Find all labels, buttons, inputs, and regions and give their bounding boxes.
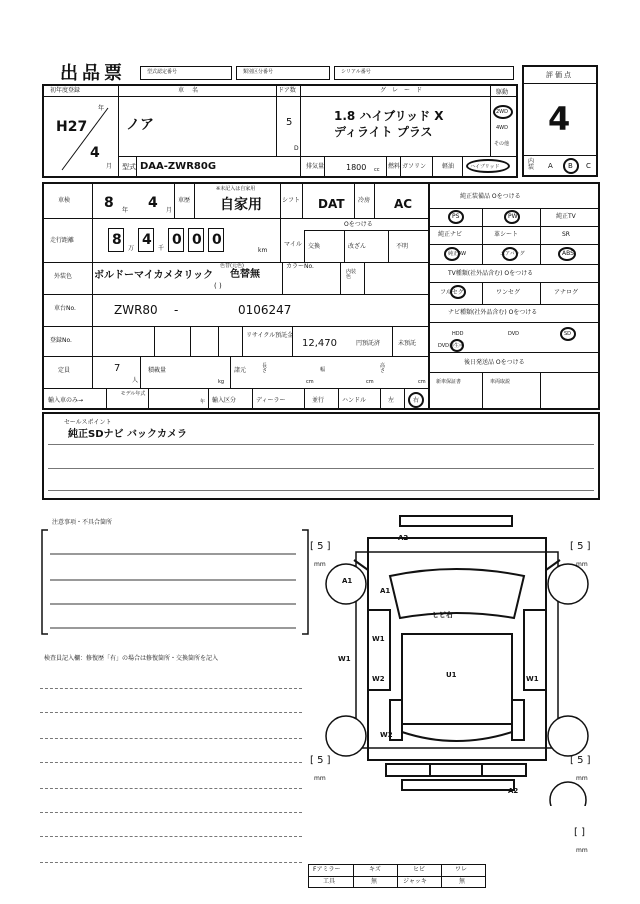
equipment-panel [428,182,600,410]
equip-navi: 純正ナビ [438,231,463,238]
interior-b-circle [563,158,579,174]
recycle-yen: 円預託済 [356,340,381,347]
navi-dvd: DVD [508,331,520,337]
ac-value: AC [394,197,413,211]
width-cm: cm [366,379,374,385]
footer-v1: 工具 [323,878,336,885]
navi-dvd-play: DVD再生可 [438,343,465,349]
recycle-not: 未預託 [398,340,417,347]
interior-c: C [586,162,591,170]
sales-label: セールスポイント [64,419,112,426]
tv-oneseg: ワンセグ [496,289,521,296]
footer-v2: 無 [371,878,378,885]
drive-4wd: 4WD [496,125,508,131]
mileage-sen: 千 [158,245,165,252]
drive-other: その他 [494,141,510,147]
model-code: DAA-ZWR80G [140,161,217,172]
equip-ps-circle [448,210,464,224]
inspection-year-unit: 年 [122,207,129,214]
fuel-label: 燃料 [388,163,401,170]
width-label: 幅 [320,367,326,373]
equip-sr: SR [562,231,570,238]
fuel-hybrid: ハイブリッド [470,164,500,170]
tv-analog: アナログ [554,289,579,296]
equip-pw: PW [508,213,518,220]
mile-label: マイル [284,241,302,248]
equip-tv: 純正TV [556,213,576,220]
inspection-year: 8 [104,195,114,211]
tread-fr-mm: mm [576,561,588,568]
import-dealer: ディーラー [256,397,286,404]
model-label: 型式 [122,163,136,171]
month-unit: 月 [106,163,113,170]
equip-aw-circle [444,247,460,261]
sales-text: 純正SDナビ バックカメラ [68,429,187,440]
import-type-label: 輸入区分 [212,397,237,404]
model-cert-label: 型式認定番号 [147,69,178,75]
displacement-label: 排気量 [306,163,325,170]
chassis-label: 車台No. [54,305,76,312]
mileage-digit-4: 0 [192,232,202,248]
height-cm: cm [418,379,426,385]
handle-left: 左 [388,397,395,404]
later-title: 後日発送品 Oをつける [464,359,525,366]
serial-box [334,66,514,80]
equip-airbag-circle [502,247,518,261]
mark-u1: U1 [446,671,457,679]
doors-d: D [294,145,299,152]
mileage-man: 万 [128,245,135,252]
doors-label: ドア数 [278,87,296,94]
tv-fullseg: フルセグ [440,289,464,296]
grade-line2: ディライト プラス [334,125,433,139]
genuine-title: 純正装備品 Oをつける [460,193,521,200]
drive-label: 駆動 [496,89,509,96]
first-reg-label: 初年度登録 [50,87,81,94]
drive-2wd-circle [493,105,513,119]
tread-spare: [ ] [574,827,585,838]
rating-box [522,65,598,177]
tv-type-title: TV種類(社外品含む) Oをつける [448,270,534,277]
inspection-month-unit: 月 [166,207,173,214]
navi-sd-circle [560,327,576,341]
footer-h2: キズ [369,866,381,873]
year-unit: 年 [98,105,105,112]
footer-v4: 無 [459,878,466,885]
tread-rl: [ 5 ] [310,755,331,766]
category-box [236,66,330,80]
fuel-diesel: 軽油 [442,163,455,170]
import-parallel: 並行 [312,397,325,404]
sales-point-box [42,412,600,500]
displacement-cc: cc [374,167,380,173]
chassis-prefix: ZWR80 [114,303,158,317]
capacity-unit: 人 [132,377,139,384]
odo-tamper: 改ざん [348,243,367,250]
handle-right-circle [408,392,424,408]
car-damage-diagram [306,510,606,806]
inspector-label: 検査員記入欄：修復歴「有」の場合は修復箇所・交換箇所を記入 [44,655,219,662]
notes-label: 注意事項・不具合箇所 [52,519,113,526]
notes-bracket [40,528,310,638]
mark-w1-side: W1 [338,655,351,663]
tread-fl-mm: mm [314,561,326,568]
interior-a: A [548,162,553,170]
model-year-unit: 年 [200,399,206,405]
chassis-dash: - [174,303,179,317]
tread-fl-value: 5 [317,541,324,552]
navi-type-title: ナビ種類(社外品含む) Oをつける [448,309,538,316]
odo-exchange: 交換 [308,243,321,250]
equip-abs-circle [558,247,576,261]
fuel-gas: ガソリン [402,163,427,170]
footer-h4: ワレ [455,866,468,873]
length-cm: cm [306,379,314,385]
serial-label: シリアル番号 [341,69,371,75]
recycle-amount: 12,470 [302,338,337,349]
tread-rr: [ 5 ] [570,755,591,766]
handle-label: ハンドル [342,397,367,404]
fuel-hybrid-circle [466,159,510,173]
color-note: 色替(元色) [220,263,244,269]
circle-note: Oをつける [344,221,373,228]
mark-a2-front: A2 [398,534,409,542]
import-label: 輸入車のみ→ [48,397,84,404]
mark-hibi: ヒビ右 [432,611,453,619]
equip-airbag: エアバッグ [500,251,525,257]
color-change: 色替無 [230,269,260,280]
mileage-digit-1: 8 [112,232,122,248]
navi-sd: SD [564,331,572,337]
footer-h3: ヒビ [413,866,426,873]
shift-label: シフト [282,197,301,204]
dimensions-label: 諸元 [234,367,247,374]
grade-label: グレード [380,87,429,94]
mark-a1-wheel: A1 [342,577,353,585]
drive-2wd: 2WD [496,109,508,115]
interior-color-label: 内装色 [346,269,357,280]
color-paren: ( ) [214,282,222,290]
equip-pw-circle [504,210,520,224]
chassis-number: 0106247 [238,303,292,317]
category-label: 類別区分番号 [243,69,274,75]
tread-rr-mm: mm [576,775,588,782]
capacity-value: 7 [114,363,121,374]
displacement-value: 1800 [346,163,367,172]
mark-w2-left: W2 [372,675,385,683]
tread-rl-value: 5 [317,755,324,766]
inspection-month: 4 [148,195,158,211]
grade-line1: 1.8 ハイブリッド X [334,109,444,123]
sheet-title: 出品票 [60,63,126,84]
footer-v3: ジャッキ [403,878,427,885]
mark-a2-rear: A2 [508,787,519,795]
rating-value: 4 [548,100,571,138]
equip-aw: 純正AW [448,251,467,257]
equip-leather: 革シート [494,231,519,238]
inspection-label: 車検 [58,197,71,204]
tread-fr: [ 5 ] [570,541,591,552]
equip-ps: PS [452,213,460,220]
capacity-label: 定員 [58,367,71,374]
car-name-label: 車名 [178,87,207,94]
details-table [42,182,430,410]
mileage-digit-2: 4 [142,232,152,248]
usage-note: ※未記入は自家用 [216,186,256,192]
color-label: 外装色 [54,273,73,280]
mileage-digit-3: 0 [172,232,182,248]
tv-fullseg-circle [450,285,466,299]
tread-fr-value: 5 [577,541,584,552]
color-no-label: カラーNo. [286,263,314,270]
mark-a1-fender: A1 [380,587,391,595]
recycle-label: リサイクル預託金 [246,332,294,339]
mileage-km: km [258,247,268,254]
equip-abs: ABS [562,250,574,257]
usage-value: 自家用 [220,197,262,213]
model-year-label: モデル年式 [120,391,146,397]
mileage-label: 走行距離 [50,237,75,244]
model-cert-box [140,66,232,80]
tread-rl-mm: mm [314,775,326,782]
mark-w1-left: W1 [372,635,385,643]
mark-w2-rear: W2 [380,731,393,739]
later-warranty: 新車保証書 [436,379,462,385]
usage-label: 車歴 [178,197,191,204]
load-label: 積載量 [148,367,167,374]
registration-label: 登録No. [50,337,72,344]
later-manual: 車両取説 [490,379,511,385]
navi-dvd-play-circle [450,339,464,352]
rating-label: 評価点 [546,71,573,79]
doors-value: 5 [286,117,293,128]
first-reg-month: 4 [90,145,100,161]
footer-table [308,864,486,888]
height-label: 高さ [380,363,386,374]
tread-fl: [ 5 ] [310,541,331,552]
navi-hdd: HDD [452,331,464,337]
load-unit: kg [218,379,225,385]
footer-h1: Fアミラー [313,866,341,873]
mark-w1-right: W1 [526,675,539,683]
vehicle-info-box [42,84,518,178]
car-name: ノア [126,117,154,133]
first-reg-year: H27 [56,119,88,135]
tread-rr-value: 5 [577,755,584,766]
shift-value: DAT [318,197,345,211]
mileage-digit-5: 0 [212,232,222,248]
color-value: ボルドーマイカメタリック [94,270,214,281]
interior-label: 内装 [528,158,535,171]
handle-right: 右 [413,397,420,404]
length-label: 長さ [262,363,268,374]
odo-unknown: 不明 [396,243,409,250]
interior-b: B [568,162,573,170]
ac-label: 冷房 [358,197,371,204]
tread-spare-mm: mm [576,847,588,854]
